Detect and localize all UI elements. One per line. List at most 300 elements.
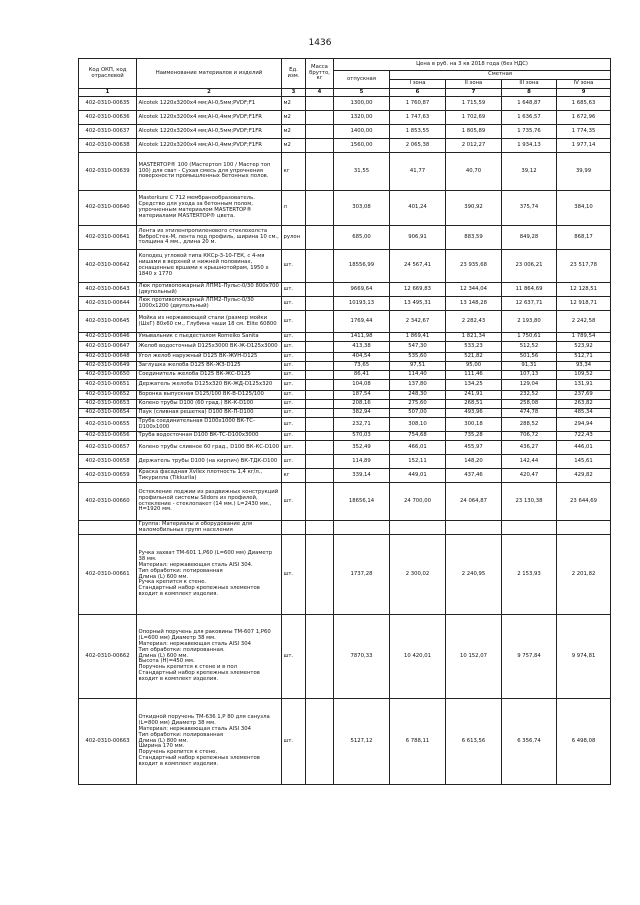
cell-name: Соединитель желоба D125 ВК-ЖС-D125 — [137, 371, 282, 380]
cell-mass — [306, 226, 334, 250]
cell-unit: шт. — [282, 283, 306, 297]
cell-mass — [306, 353, 334, 362]
cell-release-price: 339,14 — [334, 469, 390, 483]
header-zone-2: II зона — [446, 80, 502, 89]
cell-zone-3-price: 107,13 — [502, 371, 557, 380]
cell-name: Люк противопожарный ЛПМ1-Пульс-0/30 800х700 (двупольный) — [137, 283, 282, 297]
cell-zone-2-price: 493,96 — [446, 409, 502, 418]
cell-unit: м2 — [282, 97, 306, 111]
cell-zone-4-price: 109,52 — [557, 371, 611, 380]
cell-zone-3-price: 39,12 — [502, 153, 557, 191]
header-zone-1: I зона — [390, 80, 446, 89]
cell-code: 402-0310-00635 — [79, 97, 137, 111]
cell-zone-2-price: 1 715,59 — [446, 97, 502, 111]
table-row — [79, 418, 611, 432]
cell-mass — [306, 153, 334, 191]
cell-zone-3-price: 23 006,21 — [502, 250, 557, 283]
table-row — [79, 400, 611, 409]
cell-code: 402-0310-00655 — [79, 418, 137, 432]
table-row — [79, 283, 611, 297]
cell-name: Alcotek 1220x3200x4 мм;Al-0,4мм;PVDF;F1FR — [137, 139, 282, 153]
cell-zone-3-price: 1 636,57 — [502, 111, 557, 125]
cell-release-price: 352,49 — [334, 441, 390, 455]
cell-zone-1-price: 97,51 — [390, 362, 446, 371]
cell-unit: м2 — [282, 139, 306, 153]
cell-zone-4-price: 263,82 — [557, 400, 611, 409]
cell-unit: шт. — [282, 342, 306, 353]
cell-zone-2-price: 148,20 — [446, 455, 502, 469]
cell-zone-1-price: 906,91 — [390, 226, 446, 250]
cell-zone-4-price: 12 918,71 — [557, 297, 611, 311]
table-row — [79, 297, 611, 311]
cell-unit: кг — [282, 153, 306, 191]
cell-unit: шт. — [282, 400, 306, 409]
cell-name: Паук (сливная решетка) D100 ВК-П-D100 — [137, 409, 282, 418]
cell-zone-4-price: 23 644,69 — [557, 483, 611, 521]
cell-zone-3-price: 1 934,13 — [502, 139, 557, 153]
cell-zone-3-price: 91,31 — [502, 362, 557, 371]
table-row — [79, 409, 611, 418]
cell-mass — [306, 111, 334, 125]
cell-zone-4-price: 1 685,63 — [557, 97, 611, 111]
header-zone-4: IV зона — [557, 80, 611, 89]
group-title: Группа: Материалы и оборудование для маломобильных групп населения — [137, 521, 282, 535]
cell-release-price: 1769,44 — [334, 311, 390, 333]
header-release: отпускная — [334, 71, 390, 89]
cell-zone-2-price: 241,91 — [446, 391, 502, 400]
column-number-row — [79, 89, 611, 97]
table-row — [79, 191, 611, 226]
cell-zone-3-price: 2 193,80 — [502, 311, 557, 333]
cell-code: 402-0310-00659 — [79, 469, 137, 483]
cell-name: Колодец угловой типа ККСр-3-10-ГЕК, с 4-мя нишами в верхней и нижней половинах, оснащенные вршами к крышнотойрам, 1950 х 1840 х 1770 — [137, 250, 282, 283]
cell-unit: шт. — [282, 615, 306, 699]
table-row — [79, 391, 611, 400]
cell-zone-4-price: 429,82 — [557, 469, 611, 483]
cell-mass — [306, 191, 334, 226]
cell-mass — [306, 469, 334, 483]
cell-name: Заглушка желоба D125 ВК-ЖЗ-D125 — [137, 362, 282, 371]
cell-unit: рулон — [282, 226, 306, 250]
group-empty-cell — [446, 521, 502, 535]
cell-zone-1-price: 308,10 — [390, 418, 446, 432]
cell-name: Мойка из нержавеющей стали (размер мойки (ШхГ) 80х60 см., Глубина чаши 18 см. Elite 60800 — [137, 311, 282, 333]
cell-zone-3-price: 258,08 — [502, 400, 557, 409]
cell-zone-4-price: 1 789,54 — [557, 333, 611, 342]
cell-release-price: 404,54 — [334, 353, 390, 362]
cell-release-price: 114,89 — [334, 455, 390, 469]
cell-zone-1-price: 507,00 — [390, 409, 446, 418]
cell-unit: шт. — [282, 432, 306, 441]
cell-unit: шт. — [282, 250, 306, 283]
column-number: 2 — [137, 89, 282, 97]
cell-zone-2-price: 883,59 — [446, 226, 502, 250]
cell-zone-4-price: 145,61 — [557, 455, 611, 469]
cell-release-price: 1560,00 — [334, 139, 390, 153]
cell-zone-4-price: 12 128,51 — [557, 283, 611, 297]
cell-unit: шт. — [282, 455, 306, 469]
cell-mass — [306, 409, 334, 418]
cell-zone-3-price: 9 757,84 — [502, 615, 557, 699]
cell-code: 402-0310-00644 — [79, 297, 137, 311]
cell-zone-4-price: 23 517,78 — [557, 250, 611, 283]
cell-release-price: 1400,00 — [334, 125, 390, 139]
table-row — [79, 362, 611, 371]
cell-zone-3-price: 129,04 — [502, 380, 557, 391]
cell-name: MASTERTOP® 100 (Мастертоп 100 / Мастер топ 100) для сват - Сухая смесь для упрочнения поверхности промышленных бетонных полов. — [137, 153, 282, 191]
cell-zone-3-price: 512,52 — [502, 342, 557, 353]
cell-zone-2-price: 111,46 — [446, 371, 502, 380]
cell-zone-2-price: 2 240,95 — [446, 535, 502, 615]
cell-zone-2-price: 13 148,28 — [446, 297, 502, 311]
cell-zone-3-price: 11 864,69 — [502, 283, 557, 297]
group-empty-cell — [334, 521, 390, 535]
header-zone-3: III зона — [502, 80, 557, 89]
header-price-title: Цена в руб. на 3 кв 2018 года (без НДС) — [334, 59, 611, 71]
cell-name: Держатель трубы D100 (на кирпич) ВК-ТДК-D100 — [137, 455, 282, 469]
cell-mass — [306, 311, 334, 333]
cell-zone-4-price: 485,34 — [557, 409, 611, 418]
cell-zone-3-price: 436,27 — [502, 441, 557, 455]
cell-name: Люк противопожарный ЛПМ2-Пульс-0/30 1000х1200 (двупольный) — [137, 297, 282, 311]
column-number: 5 — [334, 89, 390, 97]
cell-zone-2-price: 10 152,07 — [446, 615, 502, 699]
cell-zone-3-price: 706,72 — [502, 432, 557, 441]
cell-code: 402-0310-00648 — [79, 353, 137, 362]
cell-zone-4-price: 2 242,58 — [557, 311, 611, 333]
cell-name: Лента из этиленпропиленового стеклохолста ВиброСтек-М, лента под профиль, ширина 10 см., толщина 4 мм., длина 20 м. — [137, 226, 282, 250]
cell-zone-2-price: 533,23 — [446, 342, 502, 353]
cell-mass — [306, 297, 334, 311]
cell-zone-3-price: 2 153,93 — [502, 535, 557, 615]
cell-zone-1-price: 1 747,63 — [390, 111, 446, 125]
cell-release-price: 232,71 — [334, 418, 390, 432]
cell-code: 402-0310-00651 — [79, 380, 137, 391]
cell-name: Откидной поручень ТМ-636 1,Р 80 для санузла (L=800 мм) Диаметр 38 мм. Материал: нержавеющая сталь AISI 304 Тип обработки: полированная Длина (L) 800 мм. Ширина 170 мм. Поручень крепится к стене. Стандартный набор крепежных элементов входит в комплект изделия. — [137, 699, 282, 785]
cell-zone-2-price: 12 344,04 — [446, 283, 502, 297]
table-row — [79, 226, 611, 250]
cell-zone-1-price: 535,60 — [390, 353, 446, 362]
cell-release-price: 10193,13 — [334, 297, 390, 311]
cell-name: Угол желоб наружный D125 ВК-ЖУН-D125 — [137, 353, 282, 362]
group-empty-cell — [502, 521, 557, 535]
column-number: 6 — [390, 89, 446, 97]
cell-zone-4-price: 39,99 — [557, 153, 611, 191]
cell-zone-4-price: 2 201,82 — [557, 535, 611, 615]
cell-zone-1-price: 248,30 — [390, 391, 446, 400]
cell-zone-1-price: 1 853,55 — [390, 125, 446, 139]
column-number: 7 — [446, 89, 502, 97]
cell-name: Желоб водосточный D125х3000 ВК-Ж-D125х3000 — [137, 342, 282, 353]
group-empty-cell — [282, 521, 306, 535]
table-row — [79, 111, 611, 125]
cell-zone-4-price: 6 498,08 — [557, 699, 611, 785]
cell-zone-2-price: 1 805,89 — [446, 125, 502, 139]
cell-code: 402-0310-00661 — [79, 535, 137, 615]
cell-zone-3-price: 288,52 — [502, 418, 557, 432]
cell-unit: шт. — [282, 371, 306, 380]
cell-unit: шт. — [282, 391, 306, 400]
cell-unit: шт. — [282, 311, 306, 333]
cell-release-price: 1320,00 — [334, 111, 390, 125]
cell-zone-1-price: 6 788,11 — [390, 699, 446, 785]
cell-code: 402-0310-00639 — [79, 153, 137, 191]
cell-release-price: 9669,64 — [334, 283, 390, 297]
cell-release-price: 18556,99 — [334, 250, 390, 283]
cell-release-price: 86,41 — [334, 371, 390, 380]
cell-code: 402-0310-00660 — [79, 483, 137, 521]
cell-code: 402-0310-00642 — [79, 250, 137, 283]
group-code-cell — [79, 521, 137, 535]
cell-zone-4-price: 294,94 — [557, 418, 611, 432]
cell-name: Alcotek 1220x3200x4 мм;Al-0,4мм;PVDF;F1FR — [137, 111, 282, 125]
cell-zone-2-price: 437,46 — [446, 469, 502, 483]
cell-code: 402-0310-00638 — [79, 139, 137, 153]
cell-release-price: 1300,00 — [334, 97, 390, 111]
cell-release-price: 1411,98 — [334, 333, 390, 342]
cell-name: Труба водосточная D100 ВК-ТС-D100х3000 — [137, 432, 282, 441]
cell-zone-2-price: 1 702,69 — [446, 111, 502, 125]
cell-name: Колено трубы сливное 60 град., D100 ВК-КС-D100 — [137, 441, 282, 455]
cell-mass — [306, 371, 334, 380]
cell-mass — [306, 441, 334, 455]
cell-zone-3-price: 420,47 — [502, 469, 557, 483]
cell-unit: шт. — [282, 362, 306, 371]
cell-zone-2-price: 95,00 — [446, 362, 502, 371]
cell-code: 402-0310-00636 — [79, 111, 137, 125]
cell-name: Alcotek 1220x3200x4 мм;Al-0,5мм;PVDF;F1 — [137, 97, 282, 111]
cell-zone-4-price: 237,69 — [557, 391, 611, 400]
cell-release-price: 187,54 — [334, 391, 390, 400]
cell-unit: шт. — [282, 297, 306, 311]
cell-name: Остекление лоджии из раздвижных конструкций профильной системы Slidors из профилей, остекление - стеклопакет (14 мм.) L=2430 мм., Н=1920 мм. — [137, 483, 282, 521]
cell-release-price: 208,16 — [334, 400, 390, 409]
cell-zone-1-price: 12 669,83 — [390, 283, 446, 297]
cell-zone-4-price: 446,01 — [557, 441, 611, 455]
table-row — [79, 153, 611, 191]
cell-zone-1-price: 275,60 — [390, 400, 446, 409]
cell-zone-1-price: 13 495,31 — [390, 297, 446, 311]
cell-zone-1-price: 41,77 — [390, 153, 446, 191]
cell-zone-4-price: 131,91 — [557, 380, 611, 391]
cell-zone-2-price: 134,25 — [446, 380, 502, 391]
table-row — [79, 97, 611, 111]
group-row — [79, 521, 611, 535]
cell-code: 402-0310-00654 — [79, 409, 137, 418]
cell-release-price: 685,00 — [334, 226, 390, 250]
cell-name: Alcotek 1220x3200x4 мм;Al-0,5мм;PVDF;F1FR — [137, 125, 282, 139]
cell-mass — [306, 250, 334, 283]
cell-name: Труба соединительная D100х1000 ВК-ТС-D100х1000 — [137, 418, 282, 432]
table-row — [79, 432, 611, 441]
table-row — [79, 699, 611, 785]
cell-mass — [306, 283, 334, 297]
cell-zone-2-price: 1 821,34 — [446, 333, 502, 342]
cell-code: 402-0310-00656 — [79, 432, 137, 441]
cell-name: Колено трубы D100 (60 град.) ВК-К-D100 — [137, 400, 282, 409]
cell-zone-1-price: 24 567,41 — [390, 250, 446, 283]
cell-release-price: 303,08 — [334, 191, 390, 226]
table-row — [79, 333, 611, 342]
header-code: Код ОКП, код отраслевой — [79, 59, 137, 89]
cell-code: 402-0310-00645 — [79, 311, 137, 333]
cell-mass — [306, 535, 334, 615]
cell-zone-1-price: 401,24 — [390, 191, 446, 226]
table-row — [79, 455, 611, 469]
group-empty-cell — [306, 521, 334, 535]
cell-release-price: 31,55 — [334, 153, 390, 191]
cell-zone-2-price: 735,28 — [446, 432, 502, 441]
cell-zone-2-price: 6 613,56 — [446, 699, 502, 785]
cell-zone-2-price: 24 064,87 — [446, 483, 502, 521]
cell-zone-1-price: 2 342,67 — [390, 311, 446, 333]
cell-code: 402-0310-00643 — [79, 283, 137, 297]
cell-code: 402-0310-00637 — [79, 125, 137, 139]
table-row — [79, 483, 611, 521]
cell-zone-1-price: 466,01 — [390, 441, 446, 455]
cell-zone-3-price: 142,44 — [502, 455, 557, 469]
cell-mass — [306, 97, 334, 111]
cell-zone-3-price: 232,52 — [502, 391, 557, 400]
cell-release-price: 382,94 — [334, 409, 390, 418]
cell-mass — [306, 615, 334, 699]
table-row — [79, 441, 611, 455]
cell-zone-2-price: 300,18 — [446, 418, 502, 432]
cell-unit: шт. — [282, 409, 306, 418]
cell-unit: л — [282, 191, 306, 226]
cell-unit: м2 — [282, 111, 306, 125]
cell-code: 402-0310-00657 — [79, 441, 137, 455]
cell-zone-1-price: 449,01 — [390, 469, 446, 483]
cell-zone-1-price: 1 760,87 — [390, 97, 446, 111]
column-number: 8 — [502, 89, 557, 97]
cell-zone-3-price: 375,74 — [502, 191, 557, 226]
cell-unit: м2 — [282, 125, 306, 139]
column-number: 9 — [557, 89, 611, 97]
cell-zone-2-price: 2 282,43 — [446, 311, 502, 333]
cell-code: 402-0310-00650 — [79, 371, 137, 380]
cell-name: Держатель желоба D125х320 ВК-ЖД-D125х320 — [137, 380, 282, 391]
cell-zone-1-price: 754,68 — [390, 432, 446, 441]
cell-name: Ручка захват ТМ-601 1,Р60 (L=600 мм) Диаметр 38 мм. Материал: нержавеющая сталь AISI 304. Тип обработки: потированная Длина (L) 600 мм. Ручка крепится к стене. Стандартный набор крепежных элементов входит в комплект изделия. — [137, 535, 282, 615]
cell-release-price: 413,38 — [334, 342, 390, 353]
cell-unit: кг — [282, 469, 306, 483]
table-row — [79, 250, 611, 283]
cell-unit: шт. — [282, 353, 306, 362]
cell-zone-4-price: 868,17 — [557, 226, 611, 250]
cell-unit: шт. — [282, 418, 306, 432]
cell-release-price: 73,65 — [334, 362, 390, 371]
cell-code: 402-0310-00653 — [79, 400, 137, 409]
cell-unit: шт. — [282, 380, 306, 391]
cell-unit: шт. — [282, 333, 306, 342]
cell-code: 402-0310-00641 — [79, 226, 137, 250]
cell-unit: шт. — [282, 441, 306, 455]
cell-zone-3-price: 6 356,74 — [502, 699, 557, 785]
cell-zone-2-price: 40,70 — [446, 153, 502, 191]
cell-name: Опорный поручень для раковины ТМ-607 1,Р60 (L=600 мм) Диаметр 38 мм. Материал: нержавеющая сталь AISI 304 Тип обработки: полированная. Длина (L) 600 мм. Высота (Н)=450 мм. Поручень крепится к стене и в пол Стандартный набор крепежных элементов входит в комплект изделия. — [137, 615, 282, 699]
cell-code: 402-0310-00647 — [79, 342, 137, 353]
header-mass: Масса брутто, кг — [306, 59, 334, 89]
cell-unit: шт. — [282, 483, 306, 521]
column-number: 1 — [79, 89, 137, 97]
cell-code: 402-0310-00662 — [79, 615, 137, 699]
table-row — [79, 615, 611, 699]
cell-zone-3-price: 474,78 — [502, 409, 557, 418]
cell-zone-4-price: 1 672,96 — [557, 111, 611, 125]
cell-zone-4-price: 1 774,35 — [557, 125, 611, 139]
cell-zone-2-price: 390,92 — [446, 191, 502, 226]
table-row — [79, 311, 611, 333]
cell-name: Умывальник с пьедесталом Romeiko Sanita — [137, 333, 282, 342]
cell-zone-1-price: 1 869,41 — [390, 333, 446, 342]
cell-zone-3-price: 23 130,38 — [502, 483, 557, 521]
cell-zone-1-price: 152,11 — [390, 455, 446, 469]
cell-zone-4-price: 384,10 — [557, 191, 611, 226]
cell-release-price: 104,08 — [334, 380, 390, 391]
cell-zone-1-price: 2 300,02 — [390, 535, 446, 615]
header-estimate: Сметная — [390, 71, 611, 80]
cell-zone-3-price: 12 637,71 — [502, 297, 557, 311]
group-empty-cell — [557, 521, 611, 535]
cell-mass — [306, 391, 334, 400]
cell-release-price: 7870,33 — [334, 615, 390, 699]
cell-zone-2-price: 521,82 — [446, 353, 502, 362]
column-number: 4 — [306, 89, 334, 97]
header-name: Наименование материалов и изделий — [137, 59, 282, 89]
cell-mass — [306, 699, 334, 785]
cell-zone-2-price: 268,51 — [446, 400, 502, 409]
cell-zone-1-price: 114,40 — [390, 371, 446, 380]
cell-release-price: 5127,12 — [334, 699, 390, 785]
cell-code: 402-0310-00646 — [79, 333, 137, 342]
cell-mass — [306, 483, 334, 521]
cell-zone-3-price: 849,28 — [502, 226, 557, 250]
cell-mass — [306, 139, 334, 153]
cell-zone-3-price: 501,56 — [502, 353, 557, 362]
table-body — [79, 97, 611, 785]
cell-zone-3-price: 1 735,76 — [502, 125, 557, 139]
cell-mass — [306, 362, 334, 371]
cell-zone-4-price: 523,92 — [557, 342, 611, 353]
cell-mass — [306, 342, 334, 353]
cell-code: 402-0310-00649 — [79, 362, 137, 371]
cell-release-price: 18656,14 — [334, 483, 390, 521]
table-row — [79, 342, 611, 353]
cell-zone-2-price: 455,97 — [446, 441, 502, 455]
cell-mass — [306, 400, 334, 409]
table-row — [79, 371, 611, 380]
cell-code: 402-0310-00658 — [79, 455, 137, 469]
cell-mass — [306, 418, 334, 432]
price-table — [78, 58, 611, 785]
cell-code: 402-0310-00640 — [79, 191, 137, 226]
cell-unit: шт. — [282, 535, 306, 615]
cell-code: 402-0310-00663 — [79, 699, 137, 785]
cell-zone-1-price: 137,80 — [390, 380, 446, 391]
cell-zone-4-price: 93,34 — [557, 362, 611, 371]
cell-zone-4-price: 1 977,14 — [557, 139, 611, 153]
table-row — [79, 535, 611, 615]
table-row — [79, 139, 611, 153]
cell-mass — [306, 380, 334, 391]
cell-zone-3-price: 1 648,87 — [502, 97, 557, 111]
cell-zone-1-price: 2 065,38 — [390, 139, 446, 153]
cell-zone-1-price: 24 700,00 — [390, 483, 446, 521]
table-row — [79, 380, 611, 391]
cell-name: Воронка выпускная D125/100 ВК-В-D125/100 — [137, 391, 282, 400]
cell-release-price: 1737,28 — [334, 535, 390, 615]
